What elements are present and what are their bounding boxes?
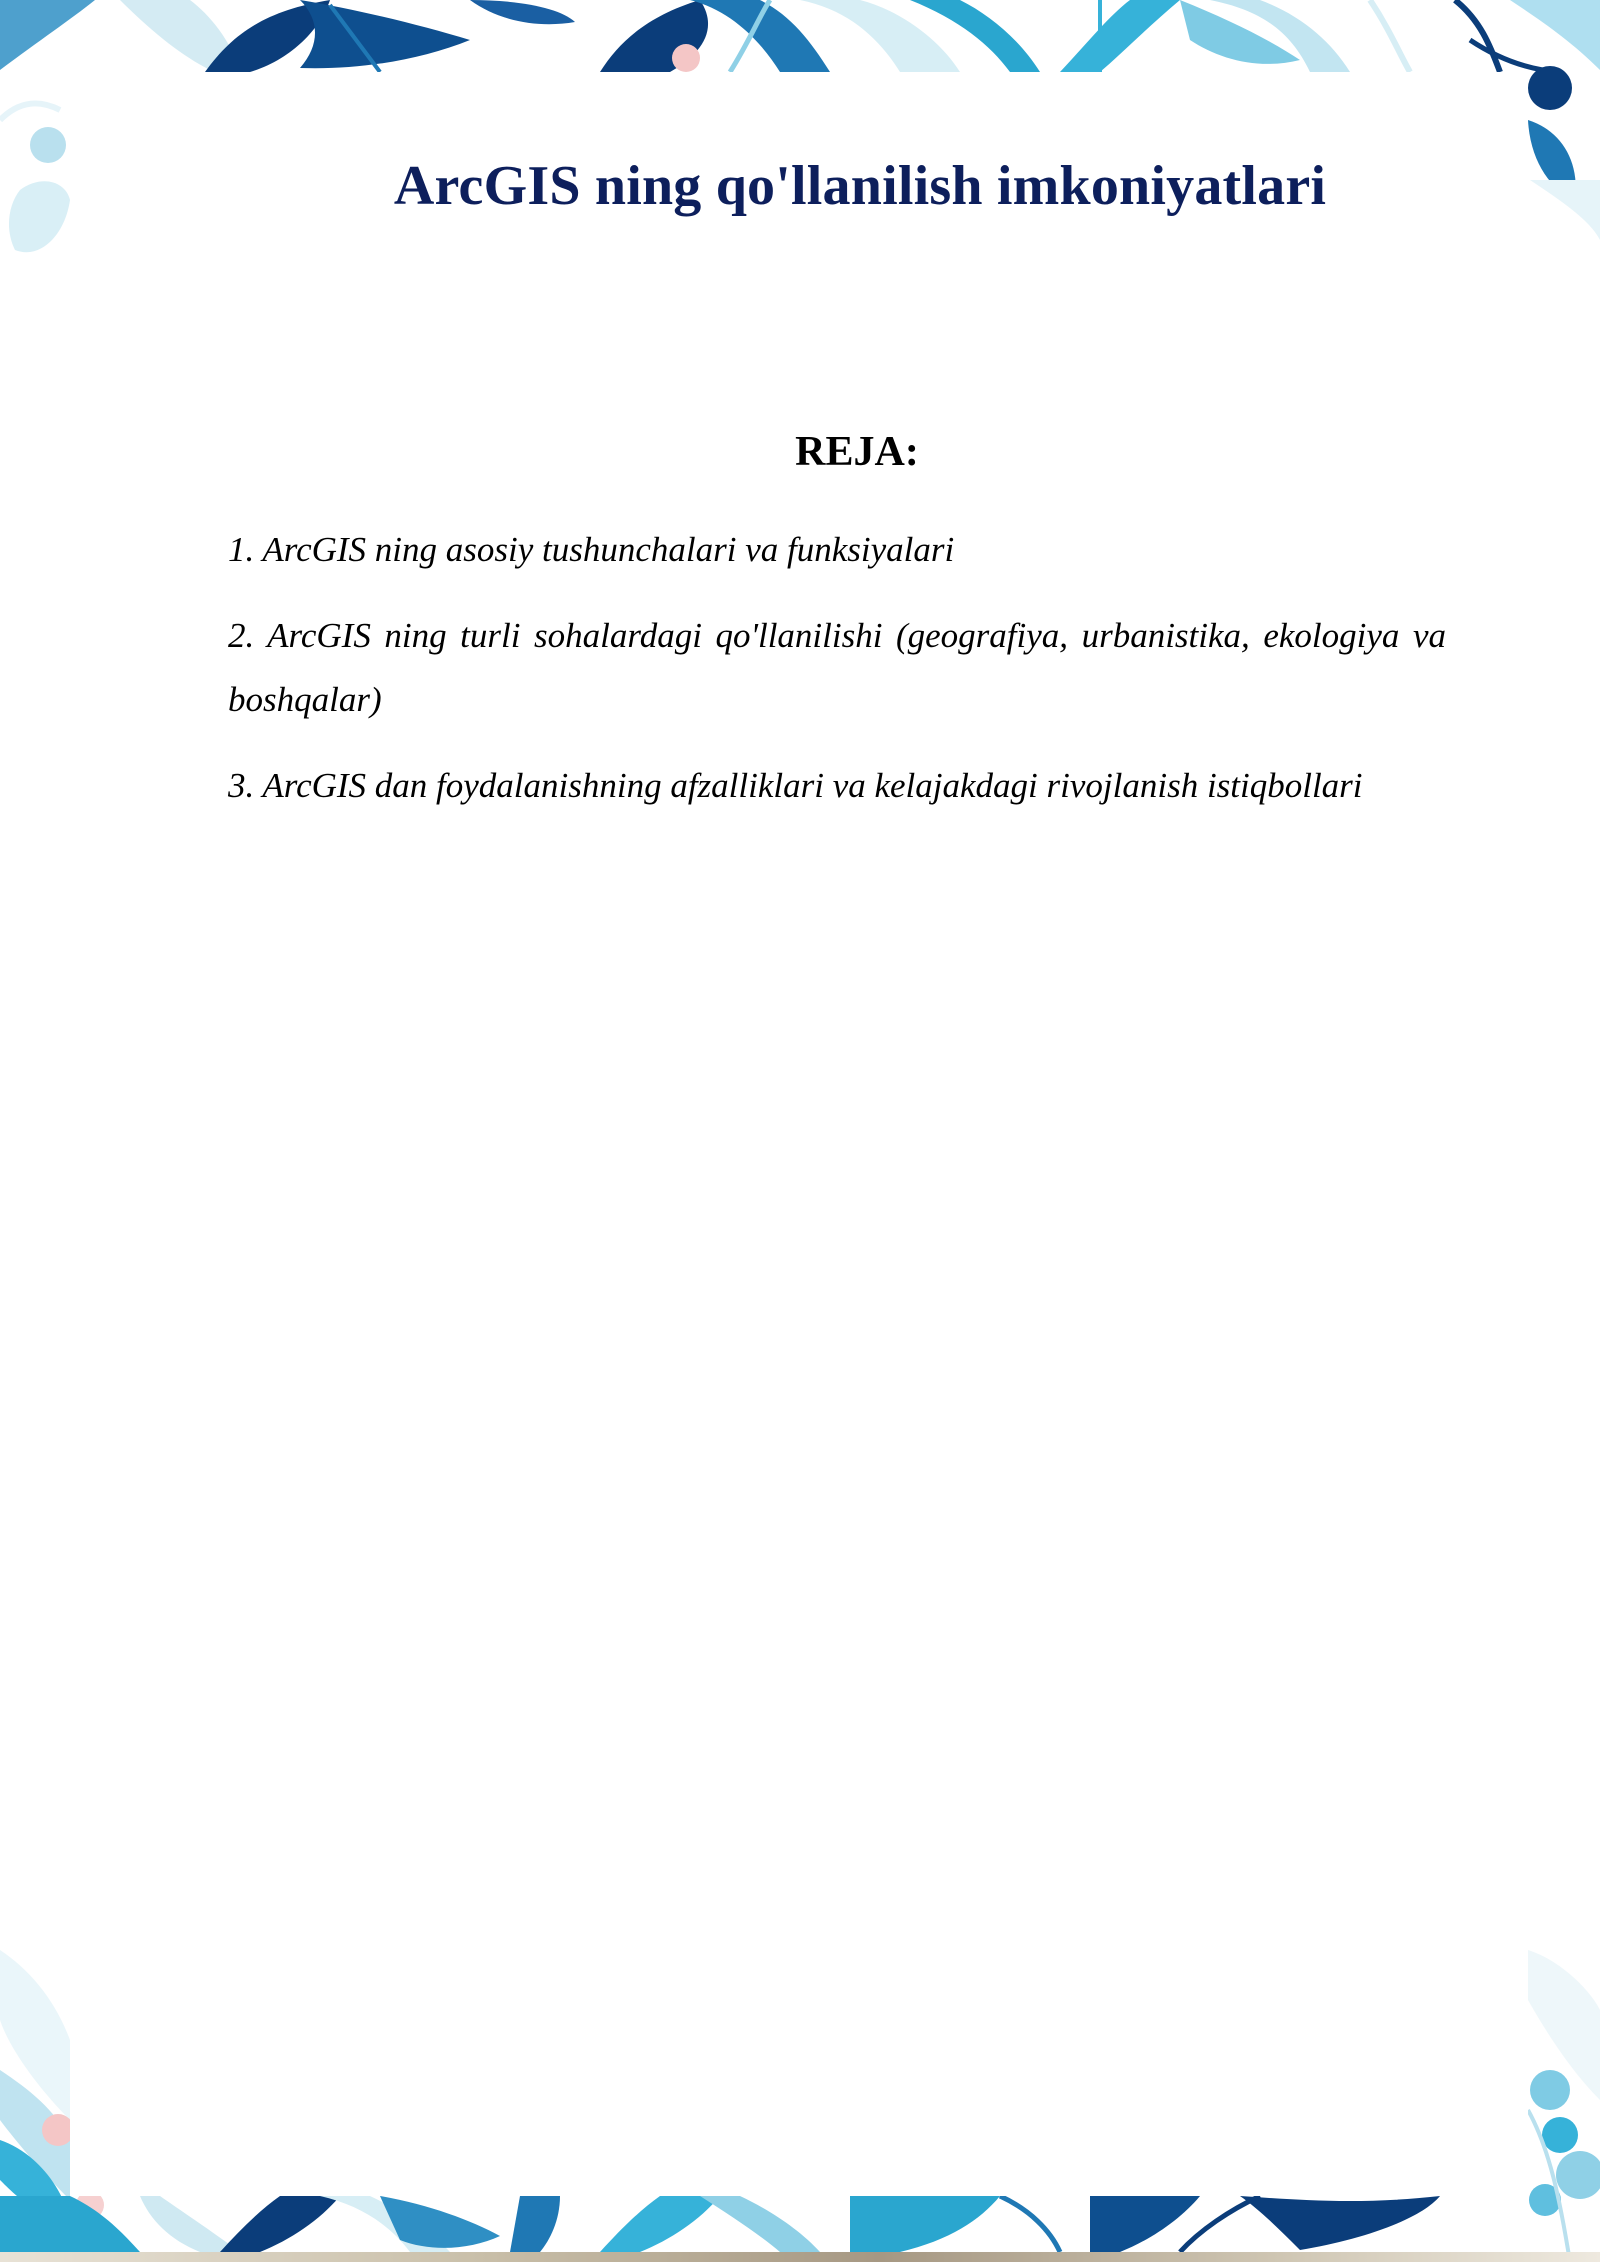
plan-item-1: 1. ArcGIS ning asosiy tushunchalari va funksiyalari bbox=[228, 530, 955, 569]
document-title: ArcGIS ning qo'llanilish imkoniyatlari bbox=[393, 155, 1327, 217]
content-sheet bbox=[70, 72, 1528, 2196]
plan-list bbox=[228, 518, 1446, 840]
plan-item-3: 3. ArcGIS dan foydalanishning afzalliklari va kelajakdagi rivojlanish istiqbollari bbox=[228, 766, 1363, 805]
plan-heading: REJA: bbox=[795, 429, 919, 475]
plan-item-2: 2. ArcGIS ning turli sohalardagi qo'llanilishi (geografiya, urbanistika, ekologiya va boshqalar) bbox=[228, 616, 1446, 719]
page-bottom-edge bbox=[0, 2252, 1600, 2262]
